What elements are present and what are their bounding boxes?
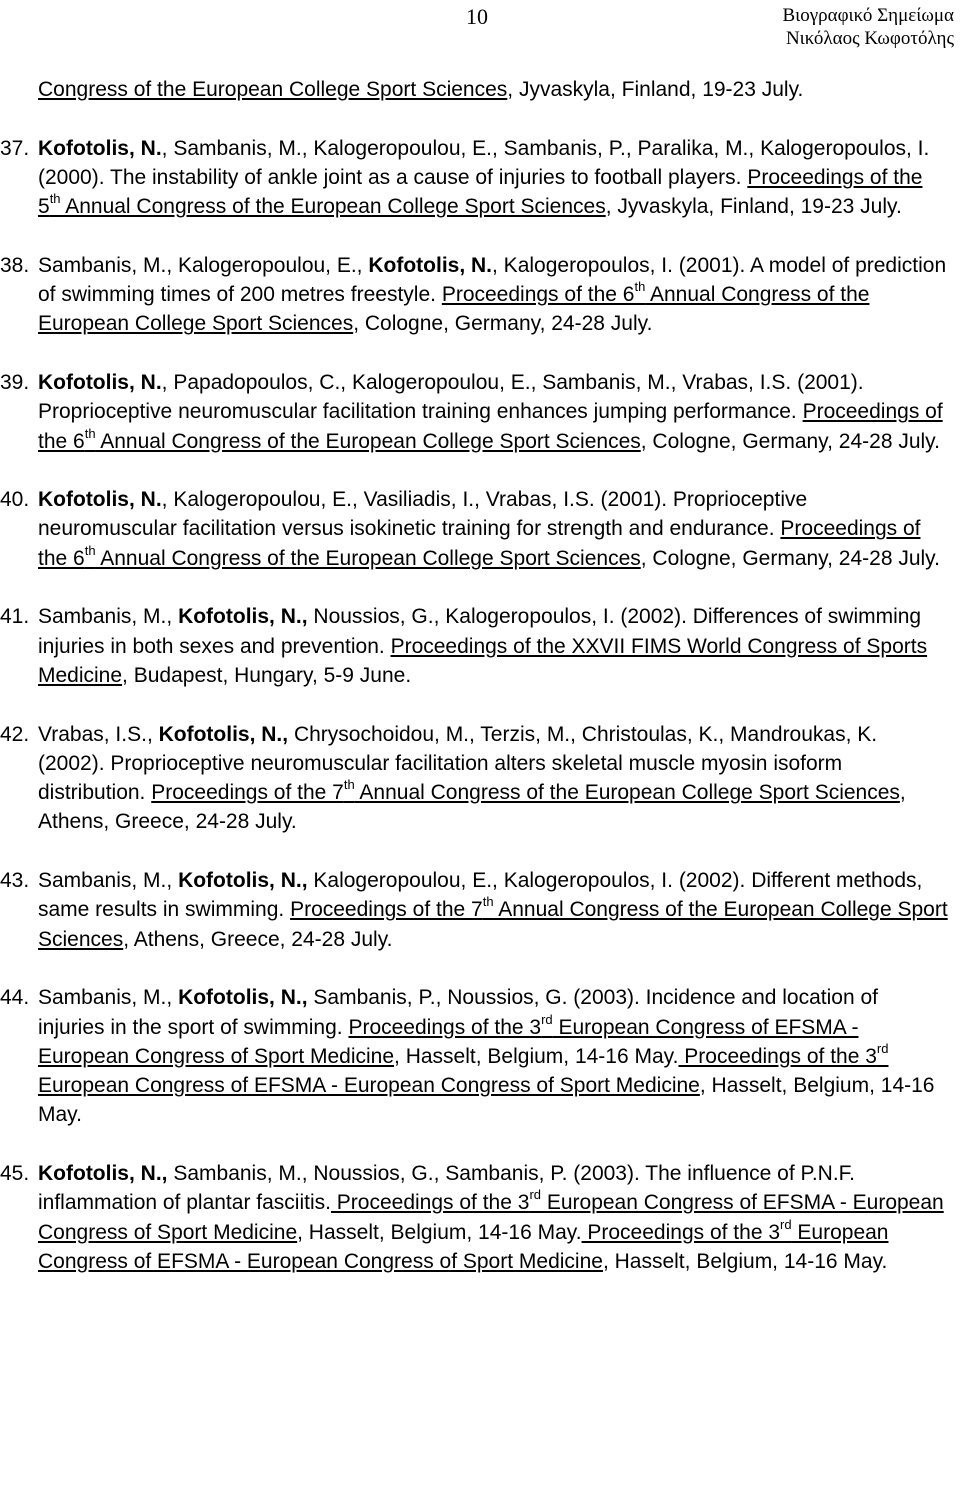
author-name: Kofotolis, N. bbox=[368, 253, 493, 277]
ordinal-suffix: th bbox=[343, 777, 355, 793]
entry-number: 43. bbox=[0, 869, 30, 893]
entry-text: , Cologne, Germany, 24-28 July. bbox=[640, 546, 940, 570]
publication-entry bbox=[0, 134, 948, 222]
proceedings-title: Proceedings of the 3 bbox=[330, 1191, 530, 1215]
entry-text: , Sambanis, M., Kalogeropoulou, E., Sambanis, P., Paralika, M., Kalogeropoulos, I. (2000). The instability of ankle joint as a cause of injuries to football players. bbox=[38, 136, 930, 189]
entry-text: Sambanis, M., bbox=[38, 605, 179, 629]
proceedings-title: European Congress of EFSMA - European Congress of Sport Medicine bbox=[38, 1220, 889, 1273]
entry-number: 45. bbox=[0, 1161, 30, 1185]
header-title-block bbox=[782, 4, 954, 50]
publication-entry bbox=[38, 75, 948, 104]
entry-text: , Papadopoulos, C., Kalogeropoulou, E., Sambanis, M., Vrabas, I.S. (2001). Proprioceptive neuromuscular facilitation training enhances jumping performance. bbox=[38, 370, 864, 424]
proceedings-title: European Congress of EFSMA - European Congress of Sport Medicine bbox=[38, 1191, 944, 1244]
entry-text: Chrysochoidou, M., Terzis, M., Christoulas, K., Mandroukas, K. (2002). Proprioceptive neuromuscular facilitation alters skeletal muscle myosin isoform distribution. bbox=[38, 722, 878, 805]
proceedings-title: Annual Congress of the European College Sport Sciences bbox=[354, 781, 900, 805]
entry-text: , Jyvaskyla, Finland, 19-23 July. bbox=[507, 78, 804, 101]
ordinal-suffix: th bbox=[482, 894, 494, 910]
entry-number: 41. bbox=[0, 605, 30, 629]
proceedings-title: Proceedings of the 3 bbox=[348, 1015, 542, 1039]
author-name: Kofotolis, N. bbox=[38, 136, 162, 160]
author-name: Kofotolis, N., bbox=[38, 1161, 168, 1185]
entry-text: Sambanis, M., bbox=[38, 986, 179, 1010]
entry-text: Sambanis, P., Noussios, G. (2003). Incidence and location of injuries in the sport of swimming. bbox=[38, 986, 878, 1039]
proceedings-title: Proceedings of the 7 bbox=[290, 898, 483, 922]
entry-text: Kalogeropoulou, E., Kalogeropoulos, I. (2002). Different methods, same results in swimming. bbox=[38, 869, 923, 922]
author-name: Kofotolis, N., bbox=[178, 605, 308, 629]
ordinal-suffix: rd bbox=[541, 1011, 553, 1027]
entry-text: , Hasselt, Belgium, 14-16 May. bbox=[602, 1249, 888, 1273]
proceedings-title: Proceedings of the 3 bbox=[678, 1044, 877, 1068]
proceedings-title: Proceedings of the 6 bbox=[441, 283, 635, 307]
publication-entry bbox=[0, 602, 948, 690]
entry-text: , Hasselt, Belgium, 14-16 May. bbox=[38, 1074, 935, 1127]
proceedings-title: European Congress of EFSMA - European Congress of Sport Medicine bbox=[38, 1015, 859, 1068]
publication-list bbox=[0, 75, 948, 1305]
proceedings-title: Annual Congress of the European College Sport Sciences bbox=[95, 546, 641, 570]
proceedings-title: European Congress of EFSMA - European Congress of Sport Medicine bbox=[38, 1074, 700, 1098]
publication-entry bbox=[0, 1159, 948, 1276]
entry-text: Sambanis, M., bbox=[38, 869, 179, 893]
publication-entry bbox=[0, 485, 948, 573]
entry-number: 39. bbox=[0, 370, 30, 394]
header-title: Βιογραφικό Σημείωμα bbox=[782, 5, 954, 26]
entry-text: , Kalogeropoulos, I. (2001). A model of prediction of swimming times of 200 metres freestyle. bbox=[38, 253, 947, 307]
page-number: 10 bbox=[466, 4, 488, 29]
entry-text: , Jyvaskyla, Finland, 19-23 July. bbox=[605, 195, 902, 219]
publication-entry bbox=[0, 720, 948, 837]
page-header bbox=[0, 0, 960, 70]
entry-text: , Cologne, Germany, 24-28 July. bbox=[640, 429, 940, 453]
proceedings-title: Proceedings of the 6 bbox=[38, 400, 943, 453]
publication-entry bbox=[0, 368, 948, 456]
proceedings-title: Congress of the European College Sport Sciences bbox=[38, 78, 508, 101]
entry-text: , Hasselt, Belgium, 14-16 May. bbox=[297, 1220, 582, 1244]
entry-number: 37. bbox=[0, 136, 30, 160]
entry-text: , Athens, Greece, 24-28 July. bbox=[38, 781, 906, 834]
author-name: Kofotolis, N. bbox=[38, 370, 162, 394]
author-name: Kofotolis, N. bbox=[38, 488, 162, 512]
ordinal-suffix: th bbox=[84, 542, 96, 558]
publication-entry bbox=[0, 983, 948, 1129]
author-name: Kofotolis, N., bbox=[158, 722, 289, 746]
proceedings-title: Annual Congress of the European College Sport Sciences bbox=[38, 283, 870, 336]
proceedings-title: Proceedings of the XXVII FIMS World Congress of Sports Medicine bbox=[38, 634, 928, 687]
publication-entry bbox=[0, 251, 948, 339]
entry-number: 42. bbox=[0, 722, 30, 746]
ordinal-suffix: rd bbox=[529, 1187, 541, 1203]
entry-number: 40. bbox=[0, 488, 30, 512]
proceedings-title: Annual Congress of the European College Sport Sciences bbox=[38, 898, 948, 951]
entry-text: , Kalogeropoulou, E., Vasiliadis, I., Vrabas, I.S. (2001). Proprioceptive neuromuscular facilitation versus isokinetic training for strength and endurance. bbox=[38, 488, 808, 541]
proceedings-title: Proceedings of the 3 bbox=[581, 1220, 781, 1244]
proceedings-title: Proceedings of the 7 bbox=[151, 781, 344, 805]
entry-text: Vrabas, I.S., bbox=[38, 722, 159, 746]
proceedings-title: Annual Congress of the European College Sport Sciences bbox=[60, 195, 606, 219]
entry-text: Sambanis, M., Kalogeropoulou, E., bbox=[38, 253, 369, 277]
publication-entry bbox=[0, 866, 948, 954]
ordinal-suffix: th bbox=[634, 279, 646, 295]
entry-text: , Hasselt, Belgium, 14-16 May. bbox=[394, 1044, 679, 1068]
entry-number: 44. bbox=[0, 986, 30, 1010]
entry-text: Noussios, G., Kalogeropoulos, I. (2002). Differences of swimming injuries in both sexes and prevention. bbox=[38, 605, 922, 658]
proceedings-title: Proceedings of the 6 bbox=[38, 517, 921, 570]
ordinal-suffix: th bbox=[49, 191, 61, 207]
header-author: Νικόλαος Κωφοτόλης bbox=[785, 28, 954, 49]
proceedings-title: Annual Congress of the European College Sport Sciences bbox=[95, 429, 641, 453]
entry-text: , Athens, Greece, 24-28 July. bbox=[123, 927, 393, 951]
entry-text: Sambanis, M., Noussios, G., Sambanis, P. (2003). The influence of P.N.F. inflammation of plantar fasciitis. bbox=[38, 1161, 856, 1215]
author-name: Kofotolis, N., bbox=[178, 869, 308, 893]
proceedings-title: Proceedings of the 5 bbox=[38, 165, 923, 219]
author-name: Kofotolis, N., bbox=[178, 986, 308, 1010]
entry-text: , Cologne, Germany, 24-28 July. bbox=[353, 312, 653, 336]
entry-number: 38. bbox=[0, 253, 30, 277]
ordinal-suffix: rd bbox=[876, 1040, 889, 1056]
ordinal-suffix: rd bbox=[780, 1216, 792, 1232]
ordinal-suffix: th bbox=[84, 425, 96, 441]
entry-text: , Budapest, Hungary, 5-9 June. bbox=[122, 663, 412, 687]
